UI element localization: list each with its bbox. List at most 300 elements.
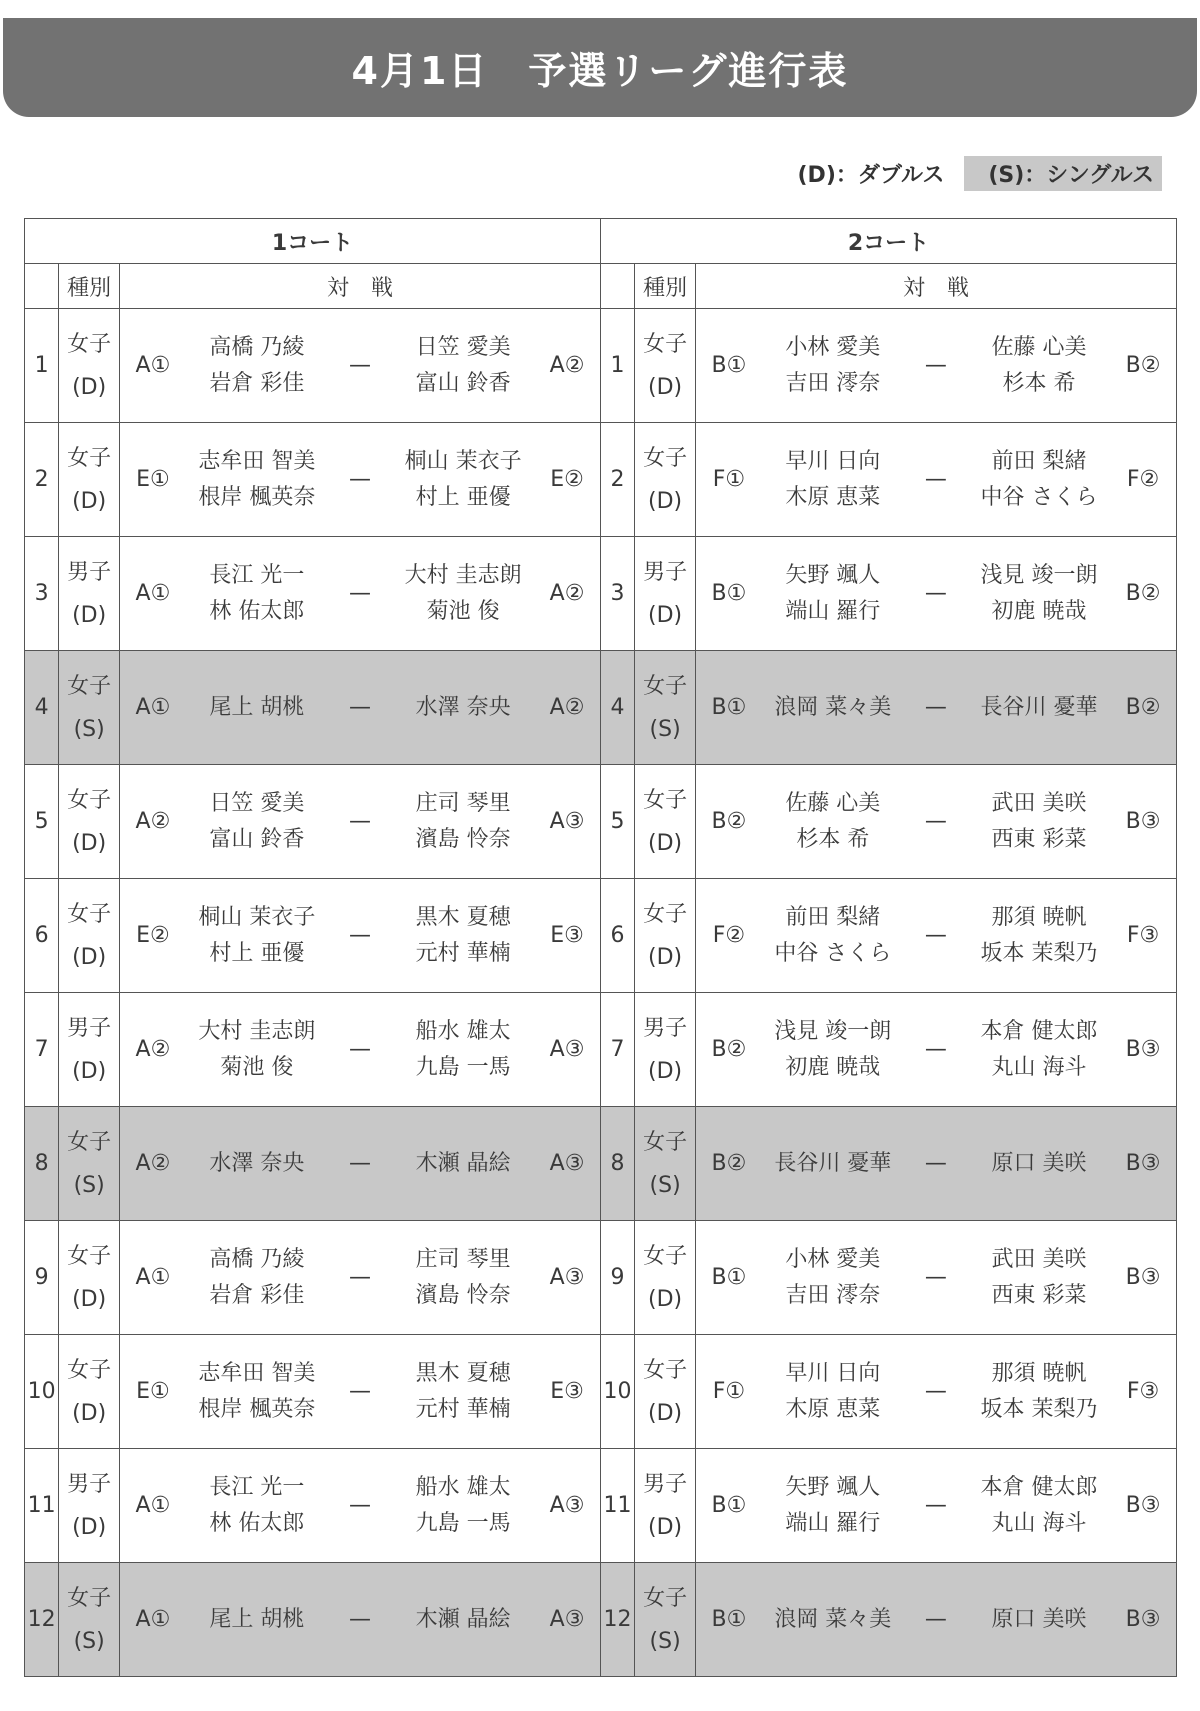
- category-kind: (D): [72, 1058, 107, 1084]
- category-gender: 女子: [67, 673, 112, 699]
- player-name: 浅見 竣一朗: [980, 562, 1098, 588]
- left-players: [762, 1335, 904, 1449]
- player-name: 富山 鈴香: [209, 826, 305, 852]
- left-players: [186, 993, 328, 1107]
- left-players: [762, 537, 904, 651]
- player-name: 浪岡 菜々美: [774, 694, 892, 720]
- left-team-code: A①: [120, 309, 186, 423]
- left-players: [762, 1449, 904, 1563]
- category-gender: 男子: [643, 559, 688, 585]
- right-players: [392, 993, 534, 1107]
- player-name: 黒木 夏穂: [415, 1360, 511, 1386]
- player-name: 庄司 琴里: [415, 1246, 511, 1272]
- category-gender: 女子: [643, 1585, 688, 1611]
- player-name: 村上 亜優: [209, 940, 305, 966]
- left-players: [186, 651, 328, 765]
- left-players: [186, 537, 328, 651]
- player-name: 坂本 茉梨乃: [980, 1396, 1098, 1422]
- match-number: 6: [600, 879, 634, 993]
- left-team-code: F①: [696, 1335, 762, 1449]
- player-name: 那須 暁帆: [991, 904, 1087, 930]
- versus-dash: —: [904, 1563, 968, 1677]
- versus-dash: —: [904, 993, 968, 1107]
- right-players: [968, 1449, 1110, 1563]
- player-name: 長江 光一: [209, 1474, 305, 1500]
- column-header-row: [25, 264, 1177, 309]
- category-gender: 男子: [643, 1471, 688, 1497]
- right-players: [968, 1563, 1110, 1677]
- player-name: 菊池 俊: [220, 1054, 294, 1080]
- versus-dash: —: [904, 537, 968, 651]
- right-players: [392, 1221, 534, 1335]
- player-name: 杉本 希: [1002, 370, 1076, 396]
- player-name: 根岸 楓英奈: [198, 484, 316, 510]
- right-team-code: F③: [1110, 879, 1176, 993]
- left-players: [762, 1563, 904, 1677]
- match-category: [635, 879, 696, 993]
- right-team-code: A③: [534, 765, 600, 879]
- category-gender: 女子: [67, 901, 112, 927]
- category-gender: 女子: [67, 1585, 112, 1611]
- left-team-code: E①: [120, 1335, 186, 1449]
- right-players: [392, 1335, 534, 1449]
- player-name: 矢野 颯人: [785, 1474, 881, 1500]
- match-row: [25, 1449, 1177, 1563]
- player-name: 本倉 健太郎: [980, 1018, 1098, 1044]
- right-team-code: A②: [534, 651, 600, 765]
- match-number: 12: [25, 1563, 59, 1677]
- player-name: 丸山 海斗: [991, 1054, 1087, 1080]
- versus-dash: —: [904, 1221, 968, 1335]
- category-gender: 男子: [67, 559, 112, 585]
- player-name: 吉田 澪奈: [785, 370, 881, 396]
- category-gender: 女子: [643, 901, 688, 927]
- category-kind: (D): [72, 1400, 107, 1426]
- left-players: [762, 423, 904, 537]
- match-row: [25, 309, 1177, 423]
- player-name: 初鹿 暁哉: [991, 598, 1087, 624]
- player-name: 端山 羅行: [785, 598, 881, 624]
- left-players: [186, 765, 328, 879]
- player-name: 丸山 海斗: [991, 1510, 1087, 1536]
- versus-dash: —: [328, 1335, 392, 1449]
- player-name: 大村 圭志朗: [198, 1018, 316, 1044]
- player-name: 杉本 希: [796, 826, 870, 852]
- category-kind: (D): [72, 488, 107, 514]
- right-players: [392, 765, 534, 879]
- left-team-code: B②: [696, 1107, 762, 1221]
- category-kind: (D): [72, 830, 107, 856]
- title-bar: [3, 18, 1197, 117]
- player-name: 日笠 愛美: [209, 790, 305, 816]
- player-name: 武田 美咲: [991, 1246, 1087, 1272]
- category-gender: 女子: [643, 1243, 688, 1269]
- court-2-match-header: 対 戦: [696, 264, 1177, 309]
- versus-dash: —: [328, 309, 392, 423]
- right-players: [392, 879, 534, 993]
- left-players: [186, 1449, 328, 1563]
- match-number: 4: [600, 651, 634, 765]
- player-name: 長谷川 憂華: [774, 1150, 892, 1176]
- category-kind: (S): [73, 1628, 105, 1654]
- legend: [798, 158, 1163, 188]
- player-name: 原口 美咲: [991, 1606, 1087, 1632]
- right-team-code: B③: [1110, 1563, 1176, 1677]
- left-team-code: A①: [120, 537, 186, 651]
- match-row: [25, 537, 1177, 651]
- match-number: 11: [600, 1449, 634, 1563]
- left-players: [186, 1335, 328, 1449]
- player-name: 本倉 健太郎: [980, 1474, 1098, 1500]
- match-category: [59, 1449, 120, 1563]
- left-team-code: A①: [120, 1221, 186, 1335]
- versus-dash: —: [328, 879, 392, 993]
- match-category: [59, 879, 120, 993]
- player-name: 志牟田 智美: [198, 1360, 316, 1386]
- match-number: 2: [25, 423, 59, 537]
- versus-dash: —: [904, 765, 968, 879]
- player-name: 村上 亜優: [415, 484, 511, 510]
- match-number: 8: [25, 1107, 59, 1221]
- match-number: 10: [25, 1335, 59, 1449]
- match-category: [59, 1221, 120, 1335]
- match-row: [25, 1563, 1177, 1677]
- match-category: [635, 651, 696, 765]
- right-players: [968, 993, 1110, 1107]
- right-players: [392, 1449, 534, 1563]
- player-name: 木瀬 晶絵: [415, 1606, 511, 1632]
- court-header-row: [25, 219, 1177, 264]
- match-category: [635, 309, 696, 423]
- category-gender: 男子: [67, 1015, 112, 1041]
- court-1-match-header: 対 戦: [120, 264, 601, 309]
- page-title: 4月1日 予選リーグ進行表: [351, 49, 849, 93]
- player-name: 原口 美咲: [991, 1150, 1087, 1176]
- schedule-table: [24, 218, 1177, 1677]
- category-gender: 女子: [643, 673, 688, 699]
- category-gender: 女子: [643, 331, 688, 357]
- player-name: 前田 梨緒: [991, 448, 1087, 474]
- versus-dash: —: [328, 423, 392, 537]
- player-name: 林 佑太郎: [209, 1510, 305, 1536]
- versus-dash: —: [904, 309, 968, 423]
- versus-dash: —: [904, 651, 968, 765]
- category-kind: (S): [649, 716, 681, 742]
- player-name: 西東 彩菜: [991, 1282, 1087, 1308]
- match-number: 8: [600, 1107, 634, 1221]
- player-name: 尾上 胡桃: [209, 1606, 305, 1632]
- match-category: [59, 993, 120, 1107]
- category-kind: (D): [648, 1286, 683, 1312]
- right-team-code: F③: [1110, 1335, 1176, 1449]
- category-gender: 女子: [643, 787, 688, 813]
- player-name: 浅見 竣一朗: [774, 1018, 892, 1044]
- player-name: 富山 鈴香: [415, 370, 511, 396]
- match-category: [59, 651, 120, 765]
- versus-dash: —: [904, 423, 968, 537]
- player-name: 水澤 奈央: [209, 1150, 305, 1176]
- player-name: 岩倉 彩佳: [209, 1282, 305, 1308]
- right-team-code: B②: [1110, 651, 1176, 765]
- versus-dash: —: [904, 1449, 968, 1563]
- right-team-code: F②: [1110, 423, 1176, 537]
- match-category: [635, 1335, 696, 1449]
- right-team-code: B②: [1110, 537, 1176, 651]
- left-team-code: B①: [696, 1221, 762, 1335]
- left-team-code: E②: [120, 879, 186, 993]
- category-kind: (D): [72, 1514, 107, 1540]
- player-name: 高橋 乃綾: [209, 334, 305, 360]
- left-team-code: B①: [696, 651, 762, 765]
- match-row: [25, 879, 1177, 993]
- match-row: [25, 1107, 1177, 1221]
- player-name: 早川 日向: [785, 1360, 881, 1386]
- match-number: 9: [25, 1221, 59, 1335]
- category-gender: 女子: [67, 445, 112, 471]
- match-category: [59, 1107, 120, 1221]
- match-number: 1: [600, 309, 634, 423]
- right-team-code: E②: [534, 423, 600, 537]
- right-team-code: E③: [534, 879, 600, 993]
- player-name: 大村 圭志朗: [404, 562, 522, 588]
- left-players: [762, 993, 904, 1107]
- right-players: [968, 423, 1110, 537]
- right-players: [968, 1335, 1110, 1449]
- category-gender: 女子: [67, 331, 112, 357]
- match-category: [59, 423, 120, 537]
- player-name: 木瀬 晶絵: [415, 1150, 511, 1176]
- category-kind: (S): [73, 716, 105, 742]
- versus-dash: —: [328, 765, 392, 879]
- left-players: [186, 879, 328, 993]
- versus-dash: —: [328, 1563, 392, 1677]
- versus-dash: —: [328, 537, 392, 651]
- legend-doubles: (D)：ダブルス: [797, 162, 945, 188]
- player-name: 元村 華楠: [415, 940, 511, 966]
- player-name: 船水 雄太: [415, 1018, 511, 1044]
- right-players: [392, 1107, 534, 1221]
- right-team-code: A③: [534, 1449, 600, 1563]
- right-players: [968, 1107, 1110, 1221]
- player-name: 武田 美咲: [991, 790, 1087, 816]
- player-name: 九島 一馬: [415, 1054, 511, 1080]
- left-team-code: E①: [120, 423, 186, 537]
- player-name: 西東 彩菜: [991, 826, 1087, 852]
- player-name: 濱島 怜奈: [415, 826, 511, 852]
- left-team-code: B①: [696, 1563, 762, 1677]
- match-row: [25, 765, 1177, 879]
- player-name: 木原 恵菜: [785, 484, 881, 510]
- match-row: [25, 1221, 1177, 1335]
- left-players: [762, 879, 904, 993]
- right-players: [968, 309, 1110, 423]
- category-kind: (D): [648, 830, 683, 856]
- match-number: 2: [600, 423, 634, 537]
- right-team-code: A②: [534, 537, 600, 651]
- versus-dash: —: [904, 1107, 968, 1221]
- right-team-code: A③: [534, 993, 600, 1107]
- left-players: [186, 1563, 328, 1677]
- player-name: 端山 羅行: [785, 1510, 881, 1536]
- player-name: 庄司 琴里: [415, 790, 511, 816]
- player-name: 長江 光一: [209, 562, 305, 588]
- right-team-code: B③: [1110, 1221, 1176, 1335]
- player-name: 矢野 颯人: [785, 562, 881, 588]
- right-players: [968, 879, 1110, 993]
- player-name: 志牟田 智美: [198, 448, 316, 474]
- category-kind: (D): [648, 374, 683, 400]
- match-category: [635, 993, 696, 1107]
- match-row: [25, 423, 1177, 537]
- right-players: [392, 651, 534, 765]
- player-name: 吉田 澪奈: [785, 1282, 881, 1308]
- match-number: 5: [600, 765, 634, 879]
- right-team-code: A③: [534, 1107, 600, 1221]
- match-row: [25, 1335, 1177, 1449]
- player-name: 桐山 茉衣子: [198, 904, 316, 930]
- player-name: 水澤 奈央: [415, 694, 511, 720]
- versus-dash: —: [328, 993, 392, 1107]
- player-name: 岩倉 彩佳: [209, 370, 305, 396]
- category-kind: (S): [73, 1172, 105, 1198]
- category-kind: (D): [648, 1400, 683, 1426]
- match-row: [25, 651, 1177, 765]
- match-category: [635, 423, 696, 537]
- player-name: 根岸 楓英奈: [198, 1396, 316, 1422]
- court-2-type-header: 種別: [635, 264, 696, 309]
- right-team-code: B③: [1110, 765, 1176, 879]
- right-team-code: B③: [1110, 993, 1176, 1107]
- player-name: 小林 愛美: [785, 1246, 881, 1272]
- player-name: 高橋 乃綾: [209, 1246, 305, 1272]
- player-name: 前田 梨緒: [785, 904, 881, 930]
- legend-singles: (S)：シングルス: [964, 156, 1162, 191]
- player-name: 尾上 胡桃: [209, 694, 305, 720]
- court-1-no-header: [25, 264, 59, 309]
- left-players: [762, 1221, 904, 1335]
- left-team-code: A②: [120, 765, 186, 879]
- versus-dash: —: [328, 1107, 392, 1221]
- category-kind: (D): [72, 944, 107, 970]
- left-team-code: F②: [696, 879, 762, 993]
- match-number: 7: [600, 993, 634, 1107]
- match-category: [635, 1107, 696, 1221]
- match-number: 12: [600, 1563, 634, 1677]
- left-team-code: A②: [120, 1107, 186, 1221]
- category-kind: (S): [649, 1172, 681, 1198]
- player-name: 濱島 怜奈: [415, 1282, 511, 1308]
- left-team-code: A②: [120, 993, 186, 1107]
- match-number: 4: [25, 651, 59, 765]
- left-team-code: B①: [696, 1449, 762, 1563]
- right-players: [392, 309, 534, 423]
- player-name: 早川 日向: [785, 448, 881, 474]
- left-players: [186, 423, 328, 537]
- right-team-code: B③: [1110, 1449, 1176, 1563]
- court-1-type-header: 種別: [59, 264, 120, 309]
- right-players: [968, 1221, 1110, 1335]
- category-gender: 女子: [643, 1357, 688, 1383]
- category-gender: 女子: [643, 1129, 688, 1155]
- match-category: [59, 537, 120, 651]
- player-name: 長谷川 憂華: [980, 694, 1098, 720]
- court-2-title: 2コート: [600, 219, 1176, 264]
- match-category: [59, 765, 120, 879]
- match-category: [635, 1221, 696, 1335]
- category-kind: (D): [648, 944, 683, 970]
- match-number: 3: [600, 537, 634, 651]
- right-team-code: B②: [1110, 309, 1176, 423]
- match-category: [59, 309, 120, 423]
- match-category: [635, 765, 696, 879]
- match-category: [59, 1563, 120, 1677]
- left-team-code: A①: [120, 1449, 186, 1563]
- player-name: 黒木 夏穂: [415, 904, 511, 930]
- player-name: 佐藤 心美: [991, 334, 1087, 360]
- match-number: 11: [25, 1449, 59, 1563]
- versus-dash: —: [904, 879, 968, 993]
- player-name: 坂本 茉梨乃: [980, 940, 1098, 966]
- category-kind: (D): [72, 1286, 107, 1312]
- right-team-code: A③: [534, 1221, 600, 1335]
- match-category: [59, 1335, 120, 1449]
- category-kind: (D): [72, 602, 107, 628]
- category-gender: 女子: [67, 1357, 112, 1383]
- category-kind: (S): [649, 1628, 681, 1654]
- left-players: [762, 309, 904, 423]
- player-name: 中谷 さくら: [980, 484, 1098, 510]
- category-kind: (D): [72, 374, 107, 400]
- player-name: 中谷 さくら: [774, 940, 892, 966]
- left-team-code: B②: [696, 993, 762, 1107]
- left-players: [186, 309, 328, 423]
- left-players: [762, 1107, 904, 1221]
- court-2-no-header: [600, 264, 634, 309]
- match-number: 1: [25, 309, 59, 423]
- right-players: [968, 651, 1110, 765]
- category-gender: 女子: [67, 787, 112, 813]
- player-name: 木原 恵菜: [785, 1396, 881, 1422]
- category-gender: 女子: [643, 445, 688, 471]
- match-number: 10: [600, 1335, 634, 1449]
- right-players: [968, 765, 1110, 879]
- match-category: [635, 537, 696, 651]
- left-team-code: F①: [696, 423, 762, 537]
- left-team-code: A①: [120, 651, 186, 765]
- right-team-code: B③: [1110, 1107, 1176, 1221]
- left-team-code: B①: [696, 309, 762, 423]
- match-number: 5: [25, 765, 59, 879]
- player-name: 菊池 俊: [426, 598, 500, 624]
- category-gender: 女子: [67, 1129, 112, 1155]
- player-name: 元村 華楠: [415, 1396, 511, 1422]
- left-team-code: B②: [696, 765, 762, 879]
- match-number: 7: [25, 993, 59, 1107]
- category-kind: (D): [648, 1514, 683, 1540]
- right-players: [392, 1563, 534, 1677]
- player-name: 小林 愛美: [785, 334, 881, 360]
- versus-dash: —: [904, 1335, 968, 1449]
- player-name: 船水 雄太: [415, 1474, 511, 1500]
- player-name: 林 佑太郎: [209, 598, 305, 624]
- category-kind: (D): [648, 602, 683, 628]
- match-number: 9: [600, 1221, 634, 1335]
- left-team-code: B①: [696, 537, 762, 651]
- category-kind: (D): [648, 488, 683, 514]
- player-name: 佐藤 心美: [785, 790, 881, 816]
- player-name: 浪岡 菜々美: [774, 1606, 892, 1632]
- match-number: 3: [25, 537, 59, 651]
